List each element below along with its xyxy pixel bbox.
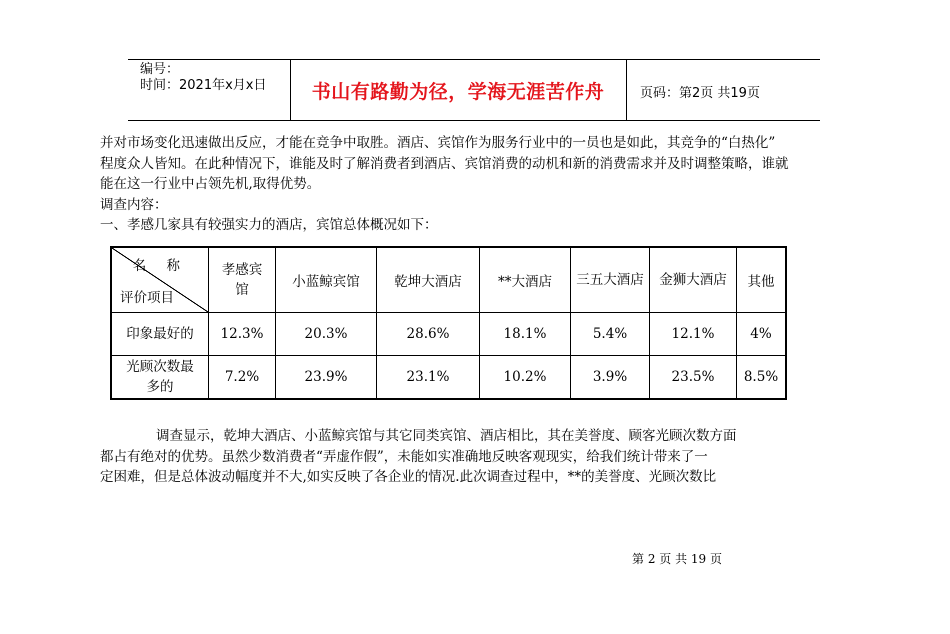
- section-heading: 一、孝感几家具有较强实力的酒店，宾馆总体概况如下：: [100, 217, 438, 233]
- time-label: 时间：2021年x月x日: [140, 78, 267, 93]
- text-line: 调查显示，乾坤大酒店、小蓝鲸宾馆与其它同类宾馆、酒店相比，其在美誉度、顾客光顾次数方面: [156, 428, 737, 444]
- table-cell: 8.5%: [737, 356, 787, 400]
- table-header-row: [111, 247, 786, 313]
- table-cell: 12.3%: [209, 313, 276, 356]
- header-divider: [626, 60, 627, 120]
- column-header: 孝感宾馆: [209, 247, 276, 313]
- table-row: [111, 356, 786, 400]
- column-header: **大酒店: [480, 247, 571, 313]
- header-meta: [140, 62, 266, 94]
- table-cell: 23.5%: [650, 356, 737, 400]
- analysis-text: [100, 426, 840, 488]
- table-cell: 28.6%: [377, 313, 480, 356]
- column-header: 三五大酒店: [571, 247, 650, 313]
- text-line: 定困难，但是总体波动幅度并不大,如实反映了各企业的情况.此次调查过程中，**的美誉度、光顾次数比: [100, 469, 717, 485]
- table-cell: 4%: [737, 313, 787, 356]
- table-cell: 23.9%: [276, 356, 377, 400]
- number-label: 编号：: [140, 62, 180, 77]
- column-header: 其他: [737, 247, 787, 313]
- corner-bottom-label: 评价项目: [120, 290, 174, 306]
- table-cell: 20.3%: [276, 313, 377, 356]
- table-cell: 5.4%: [571, 313, 650, 356]
- header-motto: 书山有路勤为径，学海无涯苦作舟: [311, 80, 605, 103]
- corner-top-label: 名 称: [132, 258, 188, 274]
- intro-text: [100, 133, 840, 236]
- column-header: 小蓝鲸宾馆: [276, 247, 377, 313]
- text-line: 程度众人皆知。在此种情况下，谁能及时了解消费者到酒店、宾馆消费的动机和新的消费需求并及时调整策略，谁就: [100, 155, 789, 172]
- row-label: 光顾次数最多的: [111, 356, 209, 400]
- text-line: 调查内容：: [100, 196, 168, 213]
- table-cell: 10.2%: [480, 356, 571, 400]
- table-row: [111, 313, 786, 356]
- table-corner-cell: [111, 247, 209, 313]
- header-page-info: 页码：第2页 共19页: [640, 86, 760, 101]
- table-cell: 12.1%: [650, 313, 737, 356]
- table-cell: 23.1%: [377, 356, 480, 400]
- text-line: 能在这一行业中占领先机,取得优势。: [100, 176, 321, 192]
- table-cell: 3.9%: [571, 356, 650, 400]
- page-header: [128, 59, 820, 121]
- table-cell: 7.2%: [209, 356, 276, 400]
- hotel-survey-table: [110, 246, 787, 400]
- column-header: 金狮大酒店: [650, 247, 737, 313]
- column-header: 乾坤大酒店: [377, 247, 480, 313]
- text-line: 并对市场变化迅速做出反应，才能在竞争中取胜。酒店、宾馆作为服务行业中的一员也是如此，其竞争的“白热化”: [100, 135, 776, 151]
- page-footer: 第 2 页 共 19 页: [632, 552, 722, 566]
- row-label: 印象最好的: [111, 313, 209, 356]
- text-line: 都占有绝对的优势。虽然少数消费者“弄虚作假”，未能如实准确地反映客观现实，给我们统计带来了一: [100, 448, 708, 465]
- table-cell: 18.1%: [480, 313, 571, 356]
